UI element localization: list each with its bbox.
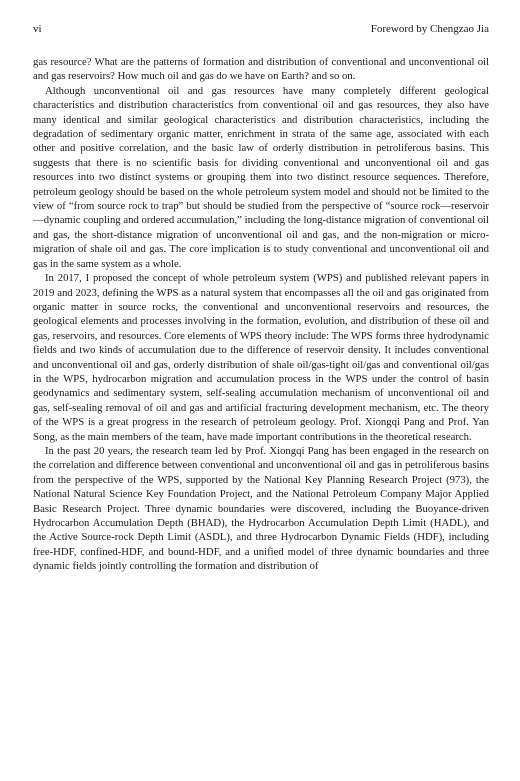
book-page [33, 22, 489, 574]
page-number: vi [33, 23, 42, 35]
running-title: Foreword by Chengzao Jia [370, 23, 489, 35]
paragraph: In 2017, I proposed the concept of whole petroleum system (WPS) and published relevant papers in 2019 and 2023, defining the WPS as a natural system that encompasses all the oil and gas originated from organic matter in source rocks, the conventional and unconventional reservoirs and resources, the geological elements and processes involving in the formation, evolution, and distribution of these oil and gas, reservoirs, and resources. Core elements of WPS theory include: The WPS forms three hydrodynamic fields and two kinds of accumulation due to the difference of reservoir density. It includes conventional and unconventional oil and gas, orderly distribution of shale oil/gas-tight oil/gas and conventional oil/gas in the WPS, hydrocarbon migration and accumulation process in the WPS under the control of basin geodynamics and sedimentary system, self-sealing accumulation mechanism of unconventional oil and gas, self-sealing removal of oil and gas and artificial fracturing development mechanism, etc. The theory of the WPS is a great progress in the research of petroleum geology. Prof. Xiongqi Pang and Prof. Yan Song, as the main members of the team, have made important contributions in the theoretical research. [33, 272, 489, 443]
paragraph-continued: gas resource? What are the patterns of formation and distribution of conventional and unconventional oil and gas reservoirs? How much oil and gas do we have on Earth? and so on. [33, 56, 489, 83]
running-head [33, 22, 489, 36]
body-text [33, 55, 489, 574]
paragraph: Although unconventional oil and gas resources have many completely different geological characteristics and distribution characteristics from conventional oil and gas resources, they also have many identical and similar geological characteristics and distribution characteristics, including the degradation of sedimentary organic matter, enrichment in strata of the same age, associated with each other and positive correlation, and the basic law of orderly distribution in petroliferous basins. This suggests that there is no scientific basis for dividing conventional and unconventional oil and gas resources into two distinct systems or grouping them into two distinct resource sequences. Therefore, petroleum geology should be based on the whole petroleum system model and should not be limited to the view of “from source rock to trap” but should be studied from the perspective of “source rock—reservoir—dynamic coupling and ordered accumulation,” including the long-distance migration of conventional oil and gas, the short-distance migration of unconventional oil and gas, and the non-migration or micro-migration of shale oil and gas. The core implication is to study conventional and unconventional oil and gas in the same system as a whole. [33, 84, 489, 270]
paragraph: In the past 20 years, the research team led by Prof. Xiongqi Pang has been engaged in the research on the correlation and difference between conventional and unconventional oil and gas in petroliferous basins from the perspective of the WPS, supported by the National Key Planning Research Project (973), the National Natural Science Key Foundation Project, and the National Petroleum Company Major Applied Basic Research Project. Three dynamic boundaries were discovered, including the Buoyance-driven Hydrocarbon Accumulation Depth (BHAD), the Hydrocarbon Accumulation Depth Limit (HADL), and the Active Source-rock Depth Limit (ASDL), and three Hydrocarbon Dynamic Fields (HDF), including free-HDF, confined-HDF, and bound-HDF, and a unified model of three dynamic boundaries and three dynamic fields jointly controlling the formation and distribution of [33, 444, 489, 573]
